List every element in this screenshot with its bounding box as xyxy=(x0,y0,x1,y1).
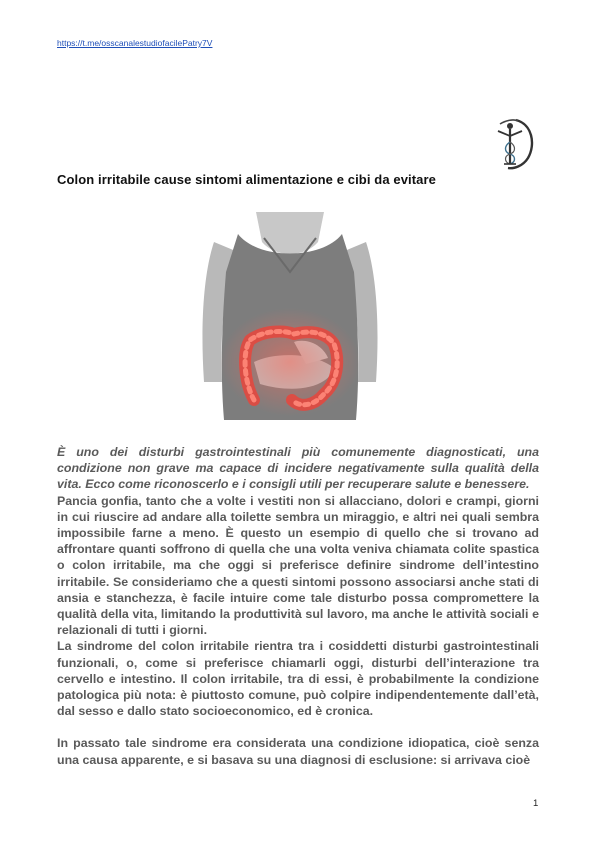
telegram-link[interactable]: https://t.me/osscanalestudiofacilePatry7V xyxy=(57,38,213,48)
article-intro: È uno dei disturbi gastrointestinali più comunemente diagnosticati, una condizione non grave ma capace di incidere negativamente sulla qualità della vita. Ecco come riconoscerlo e i consigli utili per recuperare salute e benessere. xyxy=(57,445,539,492)
page-number: 1 xyxy=(533,798,539,809)
caduceus-logo-icon xyxy=(486,114,538,170)
article-body xyxy=(57,444,539,768)
article-paragraph: La sindrome del colon irritabile rientra tra i cosiddetti disturbi gastrointestinali funzionali, o, come si preferisce chiamarli oggi, disturbi dell’interazione tra cervello e intestino. Il colon irritabile, tra di essi, è probabilmente la condizione patologica più nota: è piuttosto comune, può colpire indipendentemente dall’età, dal sesso e dallo stato socioeconomico, ed è cronica. xyxy=(57,639,539,719)
article-paragraph: Pancia gonfia, tanto che a volte i vestiti non si allacciano, dolori e crampi, giorni in cui riuscire ad andare alla toilette sembra un miraggio, e altri nei quali sembra impossibile farne a meno. È questo un esempio di quello che si trovano ad affrontare quanti soffrono di quella che una volta veniva chiamata colite spastica o colon irritabile, ma che oggi si preferisce definire sindrome dell’intestino irritabile. Se consideriamo che a questi sintomi possono associarsi anche stati di ansia e stanchezza, è facile intuire come tale disturbo possa compromettere la qualità della vita, limitando la produttività sul lavoro, ma anche le attività sociali e relazionali di tutti i giorni. xyxy=(57,493,539,638)
article-title: Colon irritabile cause sintomi alimentazione e cibi da evitare xyxy=(57,172,436,187)
article-paragraph: In passato tale sindrome era considerata una condizione idiopatica, cioè senza una causa apparente, e si basava su una diagnosi di esclusione: si arrivava cioè xyxy=(57,736,539,767)
irritable-colon-photo xyxy=(194,212,386,420)
